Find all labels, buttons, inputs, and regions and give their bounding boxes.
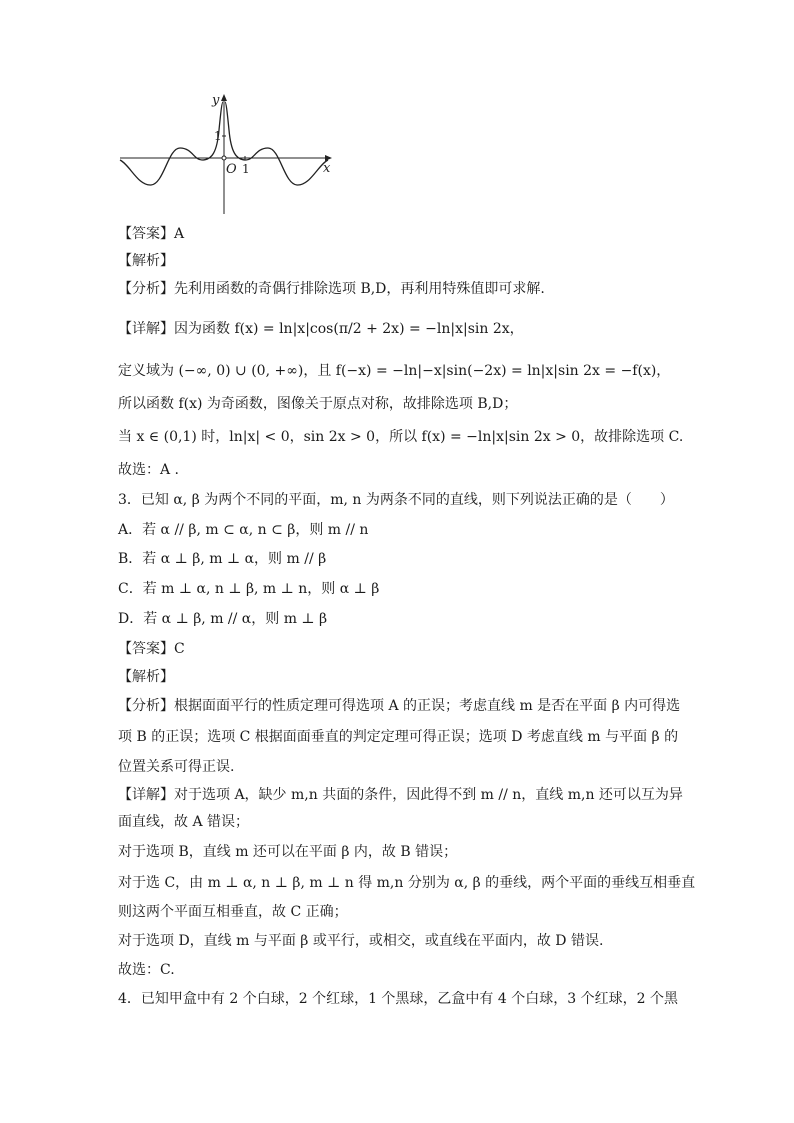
q3-option-a: A．若 α // β, m ⊂ α, n ⊂ β，则 m // n — [118, 522, 369, 538]
q3-fenxi-2: 项 B 的正误；选项 C 根据面面垂直的判定定理可得正误；选项 D 考虑直线 m 与平面 β 的 — [118, 729, 679, 745]
x-tick-label: 1 — [242, 162, 250, 176]
q3-detail-6: 对于选项 D，直线 m 与平面 β 或平行，或相交，或直线在平面内，故 D 错误. — [118, 933, 604, 949]
q3-option-d: D．若 α ⊥ β, m // α，则 m ⊥ β — [118, 611, 328, 627]
y-axis-label: y — [212, 93, 220, 108]
q2-detail-2: 定义域为 (−∞, 0) ∪ (0, +∞)，且 f(−x) = −ln|−x|sin(−2x) = ln|x|sin 2x = −f(x)， — [118, 363, 671, 379]
q2-fenxi: 【分析】先利用函数的奇偶行排除选项 B,D，再利用特殊值即可求解. — [118, 281, 545, 297]
q3-answer: 【答案】C — [118, 641, 185, 657]
q2-detail-1: 【详解】因为函数 f(x) = ln|x|cos(π/2 + 2x) = −ln|x|sin 2x， — [118, 321, 524, 337]
q2-answer: 【答案】A — [118, 226, 185, 242]
origin-hollow-point — [222, 156, 226, 160]
q3-fenxi-1: 【分析】根据面面平行的性质定理可得选项 A 的正误；考虑直线 m 是否在平面 β 内可得选 — [118, 698, 681, 714]
y-axis-arrow — [221, 94, 227, 101]
q3-detail-1: 【详解】对于选项 A，缺少 m,n 共面的条件，因此得不到 m // n，直线 m,n 还可以互为异 — [118, 787, 683, 803]
q3-conclusion: 故选：C. — [118, 962, 175, 978]
q3-fenxi-3: 位置关系可得正误. — [118, 759, 235, 775]
q4-stem: 4．已知甲盒中有 2 个白球，2 个红球，1 个黑球，乙盒中有 4 个白球，3 个红球，2 个黑 — [118, 991, 678, 1007]
q3-detail-5: 则这两个平面互相垂直，故 C 正确； — [118, 904, 348, 920]
y-tick-label: 1 — [214, 129, 222, 143]
q3-option-c: C．若 m ⊥ α, n ⊥ β, m ⊥ n，则 α ⊥ β — [118, 581, 380, 597]
q2-analysis-heading: 【解析】 — [118, 253, 174, 269]
q3-option-b: B．若 α ⊥ β, m ⊥ α，则 m // β — [118, 551, 327, 567]
q3-detail-4: 对于选 C，由 m ⊥ α, n ⊥ β, m ⊥ n 得 m,n 分别为 α, β 的垂线，两个平面的垂线互相垂直 — [118, 875, 696, 891]
q2-detail-4: 当 x ∈ (0,1) 时，ln|x| < 0，sin 2x > 0，所以 f(x) = −ln|x|sin 2x > 0，故排除选项 C. — [118, 429, 684, 445]
q2-conclusion: 故选：A . — [118, 462, 180, 478]
q3-stem: 3．已知 α, β 为两个不同的平面，m, n 为两条不同的直线，则下列说法正确的是（ ） — [118, 492, 674, 508]
q3-analysis-heading: 【解析】 — [118, 669, 174, 685]
origin-label: O — [226, 162, 237, 177]
q2-detail-3: 所以函数 f(x) 为奇函数，图像关于原点对称，故排除选项 B,D； — [118, 396, 518, 412]
q3-detail-3: 对于选项 B，直线 m 还可以在平面 β 内，故 B 错误； — [118, 844, 458, 860]
q3-detail-2: 面直线，故 A 错误； — [118, 814, 250, 830]
function-graph — [118, 90, 338, 218]
x-axis-label: x — [323, 161, 331, 176]
